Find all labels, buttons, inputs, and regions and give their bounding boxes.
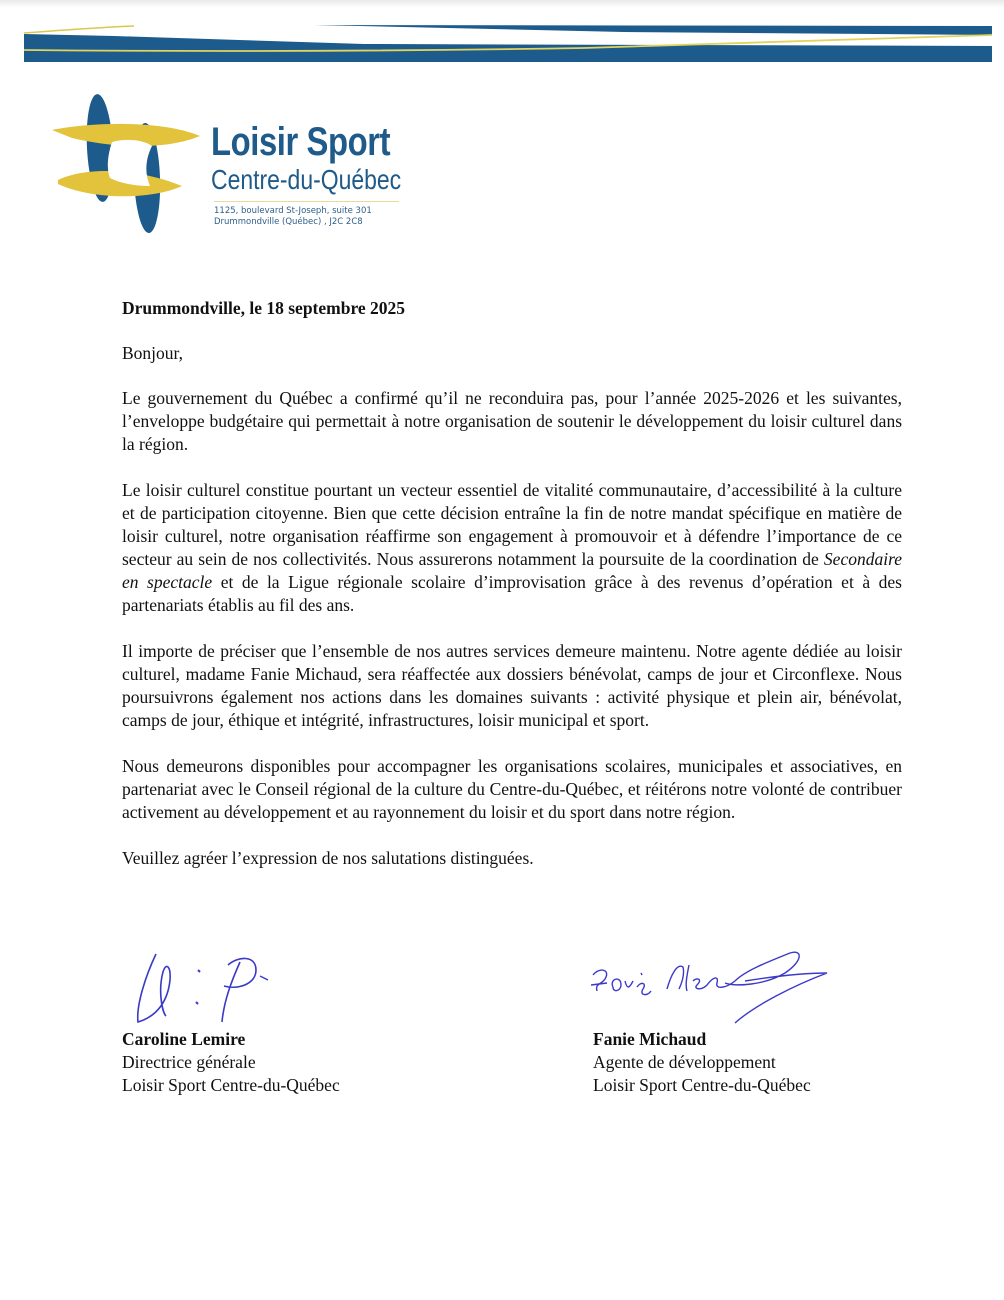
signatory-title: Directrice générale [122, 1052, 256, 1072]
paragraph-2-text-a: Le loisir culturel constitue pourtant un vecteur essentiel de vitalité communautaire, d’accessibilité à la culture et de participation citoyenne. Bien que cette décision entraîne la fin de notre mandat spécifique en matière de loisir culturel, notre organisation réaffirme son engagement à promouvoir et à défendre l’importance de ce secteur au sein de nos collectivités. Nous assurerons notamment la poursuite de la coordination de [122, 480, 902, 569]
org-name-primary: Loisir Sport [211, 120, 391, 164]
address-line-2: Drummondville (Québec) , J2C 2C8 [214, 217, 363, 227]
page-top-shadow [0, 0, 1004, 8]
signatory-block-left [122, 1028, 340, 1097]
paragraph-4: Nous demeurons disponibles pour accompagner les organisations scolaires, municipales et associatives, en partenariat avec le Conseil régional de la culture du Centre-du-Québec, et réitérons notre volonté de contribuer activement au développement et au rayonnement du loisir et du sport dans notre région. [122, 756, 902, 822]
paragraph-2-text-b: et de la Ligue régionale scolaire d’improvisation grâce à des revenus d’opération et à des partenariats établis au fil des ans. [122, 572, 902, 615]
event-title-italic: Secondaire en spectacle [122, 549, 902, 592]
signatory-organization: Loisir Sport Centre-du-Québec [593, 1075, 811, 1095]
signatory-name: Caroline Lemire [122, 1029, 246, 1049]
date-line: Drummondville, le 18 septembre 2025 [122, 298, 406, 318]
logo-icon [52, 88, 202, 238]
organization-logo-text [211, 120, 443, 196]
address-line-1: 1125, boulevard St-Joseph, suite 301 [214, 206, 372, 216]
logo-divider [214, 201, 399, 202]
signatory-organization: Loisir Sport Centre-du-Québec [122, 1075, 340, 1095]
signatory-block-right [593, 1028, 811, 1097]
letter-body [122, 297, 902, 893]
paragraph-3: Il importe de préciser que l’ensemble de nos autres services demeure maintenu. Notre agente dédiée au loisir culturel, madame Fanie Michaud, sera réaffectée aux dossiers bénévolat, camps de jour et Circonflexe. Nous poursuivrons également nos actions dans les domaines suivants : activité physique et plein air, bénévolat, camps de jour, éthique et intégrité, infrastructures, loisir municipal et sport. [122, 641, 902, 730]
paragraph-2 [122, 479, 902, 617]
closing: Veuillez agréer l’expression de nos salutations distinguées. [122, 848, 534, 868]
org-address [214, 206, 372, 228]
org-name-secondary: Centre-du-Québec [211, 164, 402, 195]
paragraph-1: Le gouvernement du Québec a confirmé qu’il ne reconduira pas, pour l’année 2025-2026 et les suivantes, l’enveloppe budgétaire qui permettait à notre organisation de soutenir le développement du loisir culturel dans la région. [122, 388, 902, 454]
letterhead-banner [24, 24, 992, 62]
signatory-name: Fanie Michaud [593, 1029, 707, 1049]
greeting: Bonjour, [122, 343, 184, 363]
signature-caroline-lemire-icon [128, 950, 298, 1030]
signatory-title: Agente de développement [593, 1052, 776, 1072]
